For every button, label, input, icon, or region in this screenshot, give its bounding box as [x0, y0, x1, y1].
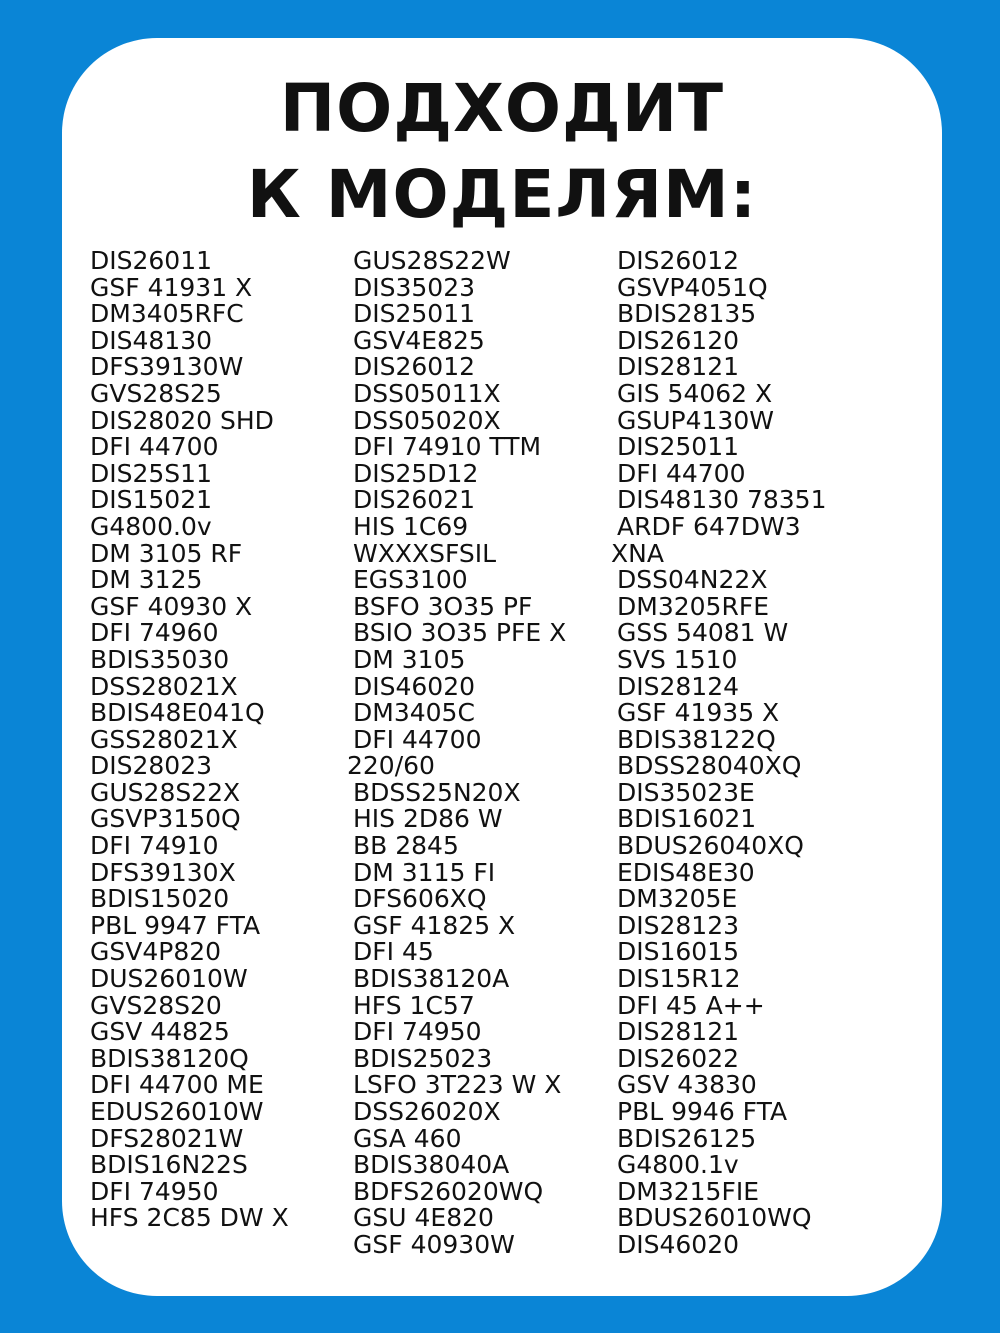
model-item: BDIS15020 [90, 884, 230, 914]
model-item: DIS28121 [617, 1017, 740, 1047]
model-item: BDIS35030 [90, 644, 230, 674]
model-item: DIS28121 [617, 352, 740, 382]
model-item: DIS28023 [90, 751, 213, 781]
model-item: DIS46020 [353, 671, 476, 701]
model-item: BDIS28135 [617, 299, 757, 329]
model-item: ARDF 647DW3 [617, 511, 801, 541]
model-item: DFS39130W [90, 352, 244, 382]
model-item: DIS48130 [90, 325, 213, 355]
model-item: DIS26012 [353, 352, 476, 382]
model-item: DM3205E [617, 884, 738, 914]
model-item: BDIS26125 [617, 1123, 757, 1153]
models-column-2 [347, 246, 567, 1259]
model-item: GSF 40930W [353, 1229, 515, 1259]
model-item: XNA [611, 538, 664, 568]
model-item: DFI 74910 [90, 831, 219, 861]
models-column-1 [90, 248, 289, 1232]
model-item: DFS28021W [90, 1123, 244, 1153]
model-item: GSF 41931 X [90, 272, 253, 302]
model-item: DIS26011 [90, 246, 213, 275]
model-item: GSUP4130W [617, 405, 774, 435]
model-item: EDIS48E30 [617, 857, 755, 887]
model-item: GSV 44825 [90, 1017, 230, 1047]
model-item: DFI 74950 [353, 1017, 482, 1047]
model-item: PBL 9946 FTA [617, 1097, 788, 1126]
model-item: DFI 44700 [353, 724, 482, 754]
model-item: BDIS16021 [617, 804, 757, 834]
model-item: LSFO 3T223 W X [353, 1070, 562, 1100]
model-item: GSVP3150Q [90, 804, 241, 834]
model-item: DIS35023 [353, 272, 476, 302]
model-item: DFI 74960 [90, 618, 219, 648]
model-item: DIS15R12 [617, 964, 741, 994]
model-item: DFI 44700 [90, 432, 219, 462]
model-item: PBL 9947 FTA [90, 910, 261, 940]
models-card [62, 38, 942, 1296]
model-item: DSS26020X [353, 1097, 501, 1126]
model-item: BDIS16N22S [90, 1150, 248, 1180]
model-item: DIS28123 [617, 910, 740, 940]
model-item: DIS26120 [617, 325, 740, 355]
model-item: BDIS38122Q [617, 724, 776, 754]
model-item: DIS46020 [617, 1229, 740, 1259]
model-item: DSS04N22X [617, 565, 768, 595]
model-item: DM3405C [353, 698, 475, 728]
model-item: GSF 41825 X [353, 910, 516, 940]
model-item: DSS05020X [353, 405, 501, 435]
model-item: DIS25D12 [353, 458, 479, 488]
model-item: GSS28021X [90, 724, 238, 754]
model-item: EDUS26010W [90, 1097, 264, 1126]
model-item: DIS15021 [90, 485, 213, 515]
model-item: BDSS28040XQ [617, 751, 802, 781]
model-item: DUS26010W [90, 964, 248, 994]
model-item: GSF 40930 X [90, 591, 253, 621]
model-item: BSIO 3O35 PFE X [353, 618, 567, 648]
model-item: DIS16015 [617, 937, 740, 967]
model-item: DM 3125 [90, 565, 203, 595]
model-item: WXXXSFSIL [353, 538, 497, 568]
model-item: DSS28021X [90, 671, 238, 701]
model-item: GVS28S25 [90, 378, 222, 408]
model-item: DFI 74910 TTM [353, 432, 542, 462]
model-item: G4800.0v [90, 511, 212, 541]
model-item: BDUS26010WQ [617, 1203, 812, 1233]
model-item: DIS25011 [617, 432, 740, 462]
model-item: DIS25S11 [90, 458, 212, 488]
model-item: BDFS26020WQ [353, 1176, 544, 1206]
model-item: DIS26021 [353, 485, 476, 515]
model-item: HFS 2C85 DW X [90, 1203, 289, 1233]
model-item: G4800.1v [617, 1150, 739, 1180]
model-item: DM3405RFC [90, 299, 244, 329]
model-item: BB 2845 [353, 831, 459, 861]
model-item: DIS48130 78351 [617, 485, 827, 515]
model-item: BDIS38040A [353, 1150, 510, 1180]
model-item: GSV 43830 [617, 1070, 757, 1100]
model-item: GUS28S22W [353, 246, 511, 275]
model-item: HFS 1C57 [353, 990, 475, 1020]
page-title [62, 66, 942, 238]
model-item: DFI 44700 ME [90, 1070, 264, 1100]
model-item: DM 3115 FI [353, 857, 496, 887]
model-item: DIS35023E [617, 777, 755, 807]
model-item: DIS25011 [353, 299, 476, 329]
model-item: DM3205RFE [617, 591, 769, 621]
models-column-3 [611, 246, 827, 1259]
model-item: DFS39130X [90, 857, 236, 887]
model-item: DM3215FIE [617, 1176, 759, 1206]
model-item: GSV4E825 [353, 325, 485, 355]
model-item: GSF 41935 X [617, 698, 780, 728]
model-item: DFI 44700 [617, 458, 746, 488]
title-line-2: К МОДЕЛЯМ: [246, 156, 758, 233]
model-item: GSS 54081 W [617, 618, 789, 648]
model-item: EGS3100 [353, 565, 468, 595]
model-item: GSVP4051Q [617, 272, 768, 302]
model-item: GSU 4E820 [353, 1203, 494, 1233]
model-item: GSA 460 [353, 1123, 462, 1153]
model-item: BDIS38120A [353, 964, 510, 994]
model-item: GUS28S22X [90, 777, 241, 807]
model-item: DFS606XQ [353, 884, 487, 914]
model-item: 220/60 [347, 751, 435, 781]
model-item: DFI 45 A++ [617, 990, 765, 1020]
model-item: BDIS25023 [353, 1043, 493, 1073]
model-item: DFI 45 [353, 937, 434, 967]
model-item: BSFO 3O35 PF [353, 591, 533, 621]
model-item: DIS26012 [617, 246, 740, 275]
model-item: GIS 54062 X [617, 378, 773, 408]
model-item: SVS 1510 [617, 644, 738, 674]
model-item: BDIS48E041Q [90, 698, 265, 728]
model-item: DM 3105 RF [90, 538, 243, 568]
model-item: HIS 1C69 [353, 511, 469, 541]
model-item: BDSS25N20X [353, 777, 521, 807]
model-item: BDIS38120Q [90, 1043, 249, 1073]
model-item: HIS 2D86 W [353, 804, 503, 834]
model-item: BDUS26040XQ [617, 831, 804, 861]
model-item: DM 3105 [353, 644, 466, 674]
model-item: GVS28S20 [90, 990, 222, 1020]
model-item: DIS28020 SHD [90, 405, 274, 435]
model-item: DFI 74950 [90, 1176, 219, 1206]
model-item: DIS28124 [617, 671, 740, 701]
model-item: DIS26022 [617, 1043, 740, 1073]
title-line-1: ПОДХОДИТ [279, 70, 725, 147]
model-item: GSV4P820 [90, 937, 222, 967]
model-item: DSS05011X [353, 378, 501, 408]
